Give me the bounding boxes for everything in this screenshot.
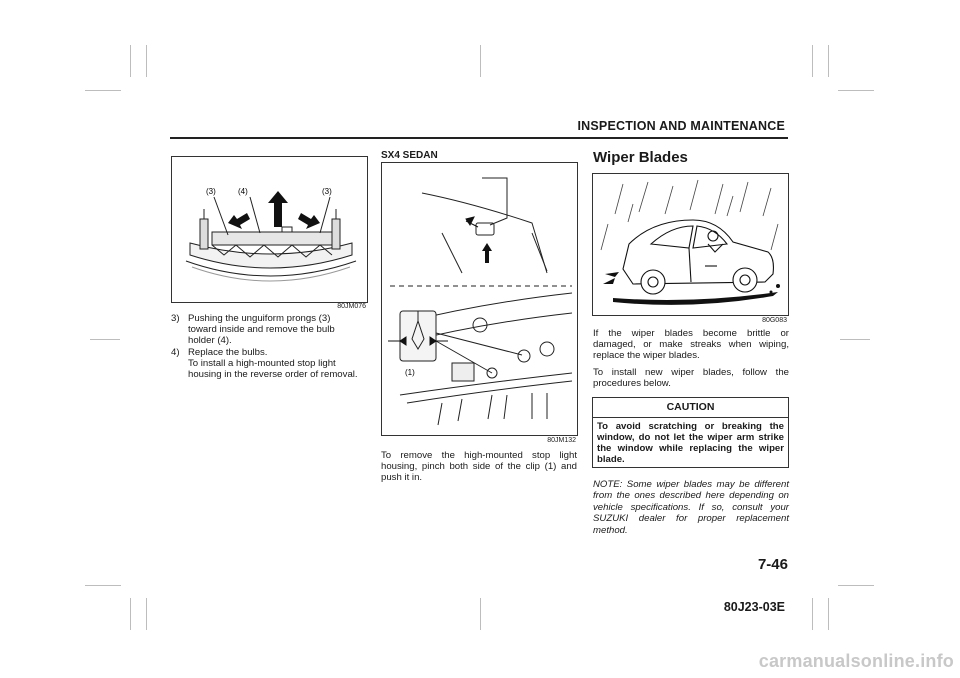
note-text: NOTE: Some wiper blades may be different from the ones described here depending on vehicle specifications. If so, consult your SUZUKI dealer for proper replacement method. bbox=[593, 479, 789, 536]
crop-mark bbox=[85, 90, 121, 91]
header-rule bbox=[170, 137, 788, 139]
crop-mark bbox=[130, 45, 131, 77]
figure-code: 80G083 bbox=[762, 317, 787, 324]
crop-mark bbox=[90, 339, 120, 340]
wiper-paragraph-2: To install new wiper blades, follow the procedures below. bbox=[593, 366, 789, 389]
figure-label-3-left: (3) bbox=[206, 187, 216, 196]
crop-mark bbox=[838, 585, 874, 586]
figure-label-4: (4) bbox=[238, 187, 248, 196]
stop-light-bulb-holder-figure bbox=[171, 156, 368, 303]
wiper-rain-car-figure bbox=[592, 173, 789, 316]
step-4: 4) Replace the bulbs. To install a high-mounted stop light housing in the reverse order of removal. bbox=[171, 346, 358, 381]
crop-mark bbox=[828, 598, 829, 630]
figure-code: 80JM132 bbox=[547, 437, 576, 444]
crop-mark bbox=[828, 45, 829, 77]
clip-removal-figure bbox=[381, 162, 578, 436]
caution-box bbox=[592, 397, 789, 468]
crop-mark bbox=[480, 45, 481, 77]
sx4-sedan-heading: SX4 SEDAN bbox=[381, 150, 438, 161]
page-number: 7-46 bbox=[757, 556, 788, 573]
page-header-title: INSPECTION AND MAINTENANCE bbox=[577, 119, 785, 133]
step-3: 3) Pushing the unguiform prongs (3) toward inside and remove the bulb holder (4). bbox=[171, 313, 335, 347]
wiper-paragraph-1: If the wiper blades become brittle or damaged, or make streaks when wiping, replace the wiper blades. bbox=[593, 328, 789, 362]
car-in-rain-illustration bbox=[593, 174, 788, 315]
wiper-text bbox=[593, 328, 789, 389]
clip-removal-text: To remove the high-mounted stop light housing, pinch both side of the clip (1) and push it in. bbox=[381, 450, 577, 484]
crop-mark bbox=[812, 598, 813, 630]
section-title: Wiper Blades bbox=[593, 149, 688, 166]
caution-text: To avoid scratching or breaking the window, do not let the wiper arm strike the window while replacing the wiper blade. bbox=[597, 421, 784, 465]
crop-mark bbox=[130, 598, 131, 630]
crop-mark bbox=[146, 598, 147, 630]
crop-mark bbox=[85, 585, 121, 586]
column1-steps bbox=[171, 313, 367, 380]
watermark: carmanualsonline.info bbox=[758, 651, 954, 671]
crop-mark bbox=[480, 598, 481, 630]
figure-code: 80JM076 bbox=[337, 303, 366, 310]
figure-label-3-right: (3) bbox=[322, 187, 332, 196]
crop-mark bbox=[812, 45, 813, 77]
crop-mark bbox=[838, 90, 874, 91]
figure-label-1: (1) bbox=[405, 368, 415, 377]
caution-heading: CAUTION bbox=[593, 398, 788, 418]
bulb-holder-illustration bbox=[172, 157, 367, 302]
crop-mark bbox=[840, 339, 870, 340]
clip-removal-illustration bbox=[382, 163, 577, 435]
document-code: 80J23-03E bbox=[723, 600, 785, 614]
crop-mark bbox=[146, 45, 147, 77]
